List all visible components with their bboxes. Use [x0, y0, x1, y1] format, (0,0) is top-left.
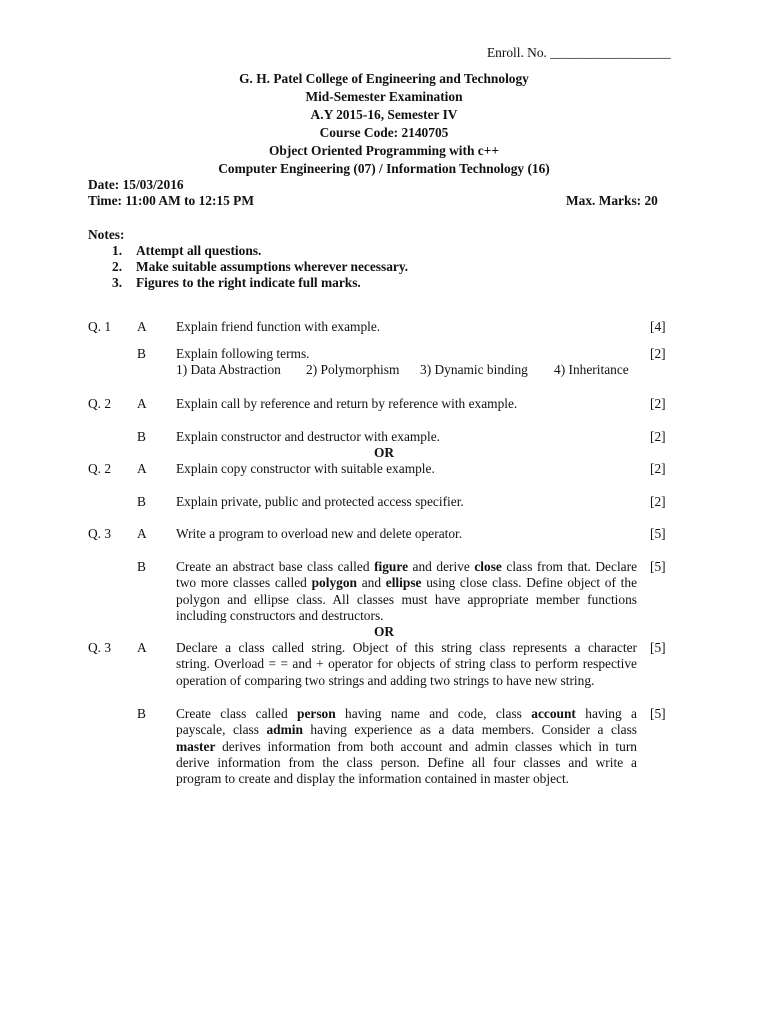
question-part: A — [137, 526, 147, 541]
question-text — [176, 640, 637, 689]
bold-term: ellipse — [385, 575, 422, 591]
note-number: 3. — [112, 275, 123, 290]
question-marks: [4] — [650, 319, 666, 334]
text-run: including constructors and destructors. — [176, 607, 384, 623]
question-text: Explain constructor and destructor with example. — [176, 429, 441, 444]
term-item: 2) Polymorphism — [306, 362, 400, 377]
term-item: 4) Inheritance — [554, 362, 629, 377]
question-text-line — [176, 575, 637, 591]
note-item: Figures to the right indicate full marks. — [136, 275, 361, 290]
text-run: two more classes called — [176, 575, 312, 591]
question-part: A — [137, 640, 147, 655]
bold-term: polygon — [311, 575, 357, 591]
question-text: Explain following terms. — [176, 346, 310, 361]
question-number: Q. 3 — [88, 526, 112, 541]
bold-term: master — [176, 738, 216, 754]
question-part: A — [137, 396, 147, 411]
text-run: having experience as a data members. Consider a class — [302, 722, 637, 738]
text-run: program to create and display the information contained in master object. — [176, 771, 570, 787]
bold-term: admin — [266, 722, 303, 738]
question-text-line — [176, 656, 637, 672]
branch-title: Computer Engineering (07) / Information Technology (16) — [218, 161, 550, 176]
question-number: Q. 2 — [88, 461, 112, 476]
question-text — [176, 559, 637, 624]
question-text-line — [176, 608, 637, 624]
question-text: Explain call by reference and return by reference with example. — [176, 396, 518, 411]
question-marks: [2] — [650, 461, 666, 476]
question-marks: [2] — [650, 396, 666, 411]
question-text-line — [176, 706, 637, 722]
course-code: Course Code: 2140705 — [319, 125, 449, 140]
question-text — [176, 706, 637, 787]
question-part: B — [137, 346, 146, 361]
question-text-line — [176, 559, 637, 575]
exam-time: Time: 11:00 AM to 12:15 PM — [88, 193, 254, 208]
note-item: Attempt all questions. — [136, 243, 262, 258]
question-marks: [2] — [650, 346, 666, 361]
question-part: A — [137, 319, 147, 334]
text-run: polygon and ellipse class. All classes must have appropriate member functions — [176, 591, 637, 607]
question-number: Q. 1 — [88, 319, 112, 334]
question-marks: [5] — [650, 559, 666, 574]
question-text-line — [176, 771, 637, 787]
question-text: Explain friend function with example. — [176, 319, 381, 334]
question-number: Q. 2 — [88, 396, 112, 411]
term-item: 1) Data Abstraction — [176, 362, 281, 377]
text-run: derive information from the class person. Define all four classes and write a — [176, 754, 637, 770]
text-run: and — [357, 575, 386, 591]
text-run: Create class called — [176, 706, 297, 721]
or-separator: OR — [373, 624, 395, 639]
or-separator: OR — [373, 445, 395, 460]
question-text-line — [176, 673, 637, 689]
college-name: G. H. Patel College of Engineering and Technology — [239, 71, 529, 86]
text-run: and derive — [408, 559, 475, 574]
notes-title: Notes: — [88, 227, 125, 242]
text-run: having name and code, class — [335, 706, 532, 721]
enrollment-number-field: Enroll. No. __________________ — [487, 45, 671, 60]
text-run: operation of comparing two strings and adding two strings to have new string. — [176, 672, 595, 688]
question-part: B — [137, 429, 146, 444]
question-marks: [5] — [650, 706, 666, 721]
note-number: 2. — [112, 259, 123, 274]
question-text-line — [176, 640, 637, 656]
question-part: B — [137, 706, 146, 721]
term-item: 3) Dynamic binding — [420, 362, 528, 377]
note-number: 1. — [112, 243, 123, 258]
question-text: Explain copy constructor with suitable example. — [176, 461, 435, 476]
question-marks: [5] — [650, 640, 666, 655]
question-number: Q. 3 — [88, 640, 112, 655]
question-part: A — [137, 461, 147, 476]
question-part: B — [137, 559, 146, 574]
question-text: Explain private, public and protected access specifier. — [176, 494, 464, 509]
subject-title: Object Oriented Programming with c++ — [269, 143, 499, 158]
bold-term: account — [531, 706, 576, 721]
text-run: derives information from both account and admin classes which in turn — [215, 738, 637, 754]
question-part: B — [137, 494, 146, 509]
bold-term: person — [297, 706, 336, 721]
exam-date: Date: 15/03/2016 — [88, 177, 184, 192]
exam-title: Mid-Semester Examination — [305, 89, 463, 104]
text-run: using close class. Define object of the — [421, 575, 638, 591]
text-run: Create an abstract base class called — [176, 559, 375, 574]
text-run: string. Overload = = and + operator for objects of string class to perform respective — [176, 656, 637, 672]
question-marks: [2] — [650, 429, 666, 444]
question-marks: [5] — [650, 526, 666, 541]
text-run: class from that. Declare — [501, 559, 638, 574]
text-run: Declare a class called string. Object of this string class represents a character — [176, 640, 637, 655]
text-run: having a — [575, 706, 637, 721]
note-item: Make suitable assumptions wherever necessary. — [136, 259, 409, 274]
bold-term: figure — [374, 559, 409, 574]
question-text-line — [176, 755, 637, 771]
question-marks: [2] — [650, 494, 666, 509]
question-text: Write a program to overload new and delete operator. — [176, 526, 463, 541]
question-text-line — [176, 739, 637, 755]
text-run: payscale, class — [176, 722, 267, 738]
question-text-line — [176, 592, 637, 608]
question-text-line — [176, 722, 637, 738]
max-marks: Max. Marks: 20 — [566, 193, 658, 208]
bold-term: close — [474, 559, 502, 574]
academic-year: A.Y 2015-16, Semester IV — [310, 107, 458, 122]
